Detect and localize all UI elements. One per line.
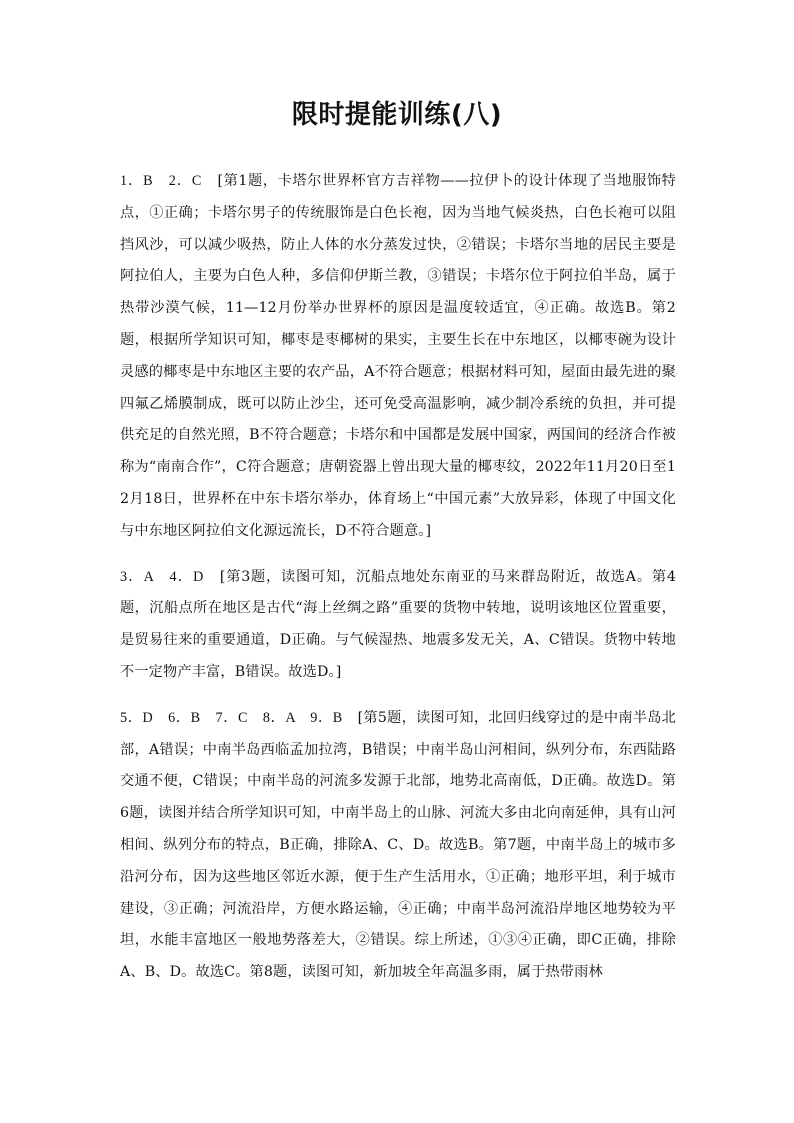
answer-paragraph-2: [120, 562, 676, 689]
answer-key: 3．A 4．D: [120, 568, 220, 585]
answer-key: 1．B 2．C: [120, 173, 218, 189]
answer-explanation: [第3题，读图可知，沉船点地处东南亚的马来群岛附近，故选A。第4题，沉船点所在地区是古代“海上丝绸之路”重要的货物中转地，说明该地区位置重要，是贸易往来的重要通道，D正确。与气候湿热、地震多发无关，A、C错误。货物中转地不一定物产丰富，B错误。故选D。]: [120, 568, 676, 680]
answer-explanation: [第5题，读图可知，北回归线穿过的是中南半岛北部，A错误；中南半岛西临孟加拉湾，B错误；中南半岛山河相间，纵列分布，东西陆路交通不便，C错误；中南半岛的河流多发源于北部，地势北高南低，D正确。故选D。第6题，读图并结合所学知识可知，中南半岛上的山脉、河流大多由北向南延伸，具有山河相间、纵列分布的特点，B正确，排除A、C、D。故选B。第7题，中南半岛上的城市多沿河分布，因为这些地区邻近水源，便于生产生活用水，①正确；地形平坦，利于城市建设，③正确；河流沿岸，方便水路运输，④正确；中南半岛河流沿岸地区地势较为平坦，水能丰富地区一般地势落差大，②错误。综上所述，①③④正确，即C正确，排除A、B、D。故选C。第8题，读图可知，新加坡全年高温多雨，属于热带雨林: [120, 709, 676, 981]
answer-paragraph-3: [120, 703, 676, 989]
page-title: 限时提能训练(八): [291, 100, 503, 130]
answer-explanation: [第1题，卡塔尔世界杯官方吉祥物——拉伊卜的设计体现了当地服饰特点，①正确；卡塔尔男子的传统服饰是白色长袍，因为当地气候炎热，白色长袍可以阻挡风沙，可以减少吸热，防止人体的水分蒸发过快，②错误；卡塔尔当地的居民主要是阿拉伯人，主要为白色人种，多信仰伊斯兰教，③错误；卡塔尔位于阿拉伯半岛，属于热带沙漠气候，11—12月份举办世界杯的原因是温度较适宜，④正确。故选B。第2题，根据所学知识可知，椰枣是枣椰树的果实，主要生长在中东地区，以椰枣碗为设计灵感的椰枣是中东地区主要的农产品，A不符合题意；根据材料可知，屋面由最先进的聚四氟乙烯膜制成，既可以防止沙尘，还可免受高温影响，减少制冷系统的负担，并可提供充足的自然光照，B不符合题意；卡塔尔和中国都是发展中国家，两国间的经济合作被称为“南南合作”，C符合题意；唐朝瓷器上曾出现大量的椰枣纹，2022年11月20日至12月18日，世界杯在中东卡塔尔举办，体育场上“中国元素”大放异彩，体现了中国文化与中东地区阿拉伯文化源远流长，D不符合题意。]: [120, 173, 676, 539]
answer-key: 5．D 6．B 7．C 8．A 9．B: [120, 709, 358, 726]
answer-section: [120, 166, 676, 1003]
answer-paragraph-1: [120, 166, 676, 548]
